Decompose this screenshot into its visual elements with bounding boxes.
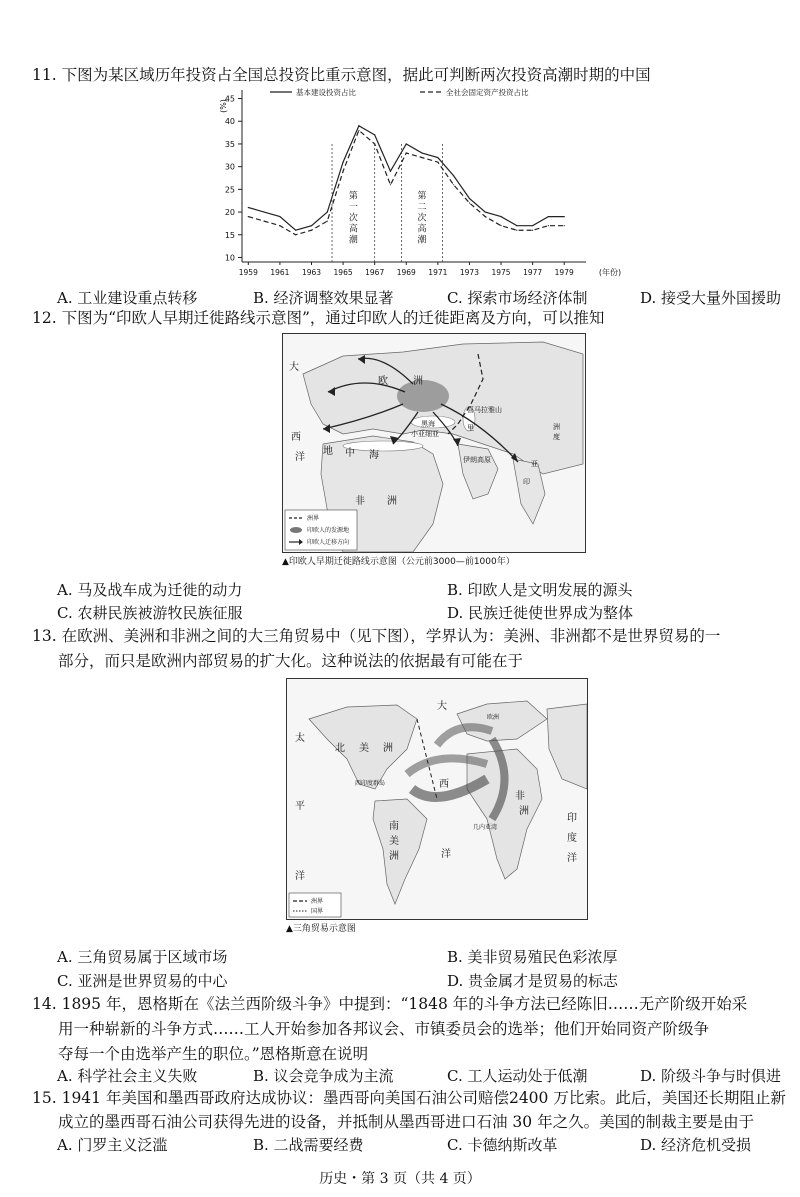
q14-line3: 夺每一个由选举产生的职位。”恩格斯意在说明 xyxy=(58,1045,369,1063)
x-tick-label: 1959 xyxy=(238,268,258,277)
data-point xyxy=(421,157,422,158)
q13-label-indian-1: 印 xyxy=(567,813,577,824)
data-point xyxy=(248,207,249,208)
q13-label-atlantic-2: 西 xyxy=(439,779,449,790)
q12-label-atlantic-1: 大 xyxy=(289,362,299,373)
q13-label-europe: 欧洲 xyxy=(487,714,500,721)
q11-option-b[interactable]: B. 经济调整效果显著 xyxy=(253,289,394,307)
page-footer: 历史・第 3 页（共 4 页） xyxy=(319,1171,481,1187)
data-point xyxy=(390,184,391,185)
q13-label-africa-1: 非 xyxy=(515,791,525,802)
q15-line2: 成立的墨西哥石油公司获得先进的设备，并抵制从墨西哥进口石油 30 年之久。美国的制裁主要是由于 xyxy=(58,1113,755,1131)
data-point xyxy=(548,225,549,226)
y-tick-label: 45 xyxy=(224,94,235,104)
q12-label-asia-1: 度 xyxy=(553,433,560,441)
data-point xyxy=(485,216,486,217)
q12-map-caption: ▲印欧人早期迁徙路线示意图（公元前3000—前1000年） xyxy=(282,557,515,567)
q13-legend-continent: 洲界 xyxy=(311,898,324,905)
annotation-first-peak: 一 xyxy=(348,202,358,213)
data-point xyxy=(295,234,296,235)
q12-label-europe-1: 欧 xyxy=(378,376,388,387)
series-capital-construction xyxy=(248,126,564,230)
q12-label-atlantic-2: 西 xyxy=(291,432,301,443)
q14-line1: 14. 1895 年，恩格斯在《法兰西阶级斗争》中提到：“1848 年的斗争方法已经陈旧……无产阶级开始采 xyxy=(32,995,748,1013)
q13-option-d[interactable]: D. 贵金属才是贸易的标志 xyxy=(447,972,619,990)
q14-option-b[interactable]: B. 议会竞争成为主流 xyxy=(253,1067,394,1085)
y-tick-label: 40 xyxy=(224,117,235,127)
q12-label-med-1: 地 xyxy=(323,446,333,457)
x-tick-label: 1979 xyxy=(554,268,574,277)
data-point xyxy=(548,216,549,217)
data-point xyxy=(469,202,470,203)
annotation-second-peak: 次 xyxy=(417,213,427,224)
data-point xyxy=(564,216,565,217)
q12-label-iran: 伊朗高原 xyxy=(463,456,491,464)
q13-option-a[interactable]: A. 三角贸易属于区域市场 xyxy=(57,948,228,966)
y-tick-label: 10 xyxy=(224,253,235,263)
q11-option-c[interactable]: C. 探索市场经济体制 xyxy=(447,289,588,307)
q12-label-med-2: 中 xyxy=(345,448,355,459)
q12-label-caspian-1: 喜马拉雅山 xyxy=(467,406,502,414)
x-tick-label: 1965 xyxy=(333,268,353,277)
data-point xyxy=(295,230,296,231)
x-tick-label: 1967 xyxy=(365,268,385,277)
q12-option-a[interactable]: A. 马及战车成为迁徙的动力 xyxy=(57,581,243,599)
data-point xyxy=(453,184,454,185)
q14-line2: 用一种崭新的斗争方式……工人开始参加各邦议会、市镇委员会的选举；他们开始同资产阶级争 xyxy=(58,1020,710,1038)
q13-stem-line2: 部分，而只是欧洲内部贸易的扩大化。这种说法的依据最有可能在于 xyxy=(58,652,524,670)
data-point xyxy=(421,152,422,153)
annotation-first-peak: 高 xyxy=(348,224,358,235)
data-point xyxy=(453,175,454,176)
q12-label-africa-2: 洲 xyxy=(387,496,397,507)
q13-label-pacific-1: 太 xyxy=(295,733,305,744)
data-point xyxy=(485,211,486,212)
data-point xyxy=(374,143,375,144)
q14-option-d[interactable]: D. 阶级斗争与时俱进 xyxy=(640,1067,782,1085)
q13-label-pacific-2: 平 xyxy=(295,801,305,812)
q15-option-d[interactable]: D. 经济危机受损 xyxy=(640,1136,752,1154)
data-point xyxy=(327,221,328,222)
q13-label-atlantic-1: 大 xyxy=(437,701,447,712)
q11-stem: 11. 下图为某区域历年投资占全国总投资比重示意图，据此可判断两次投资高潮时期的中国 xyxy=(32,66,651,84)
data-point xyxy=(358,130,359,131)
annotation-first-peak: 第 xyxy=(348,191,358,202)
q15-option-b[interactable]: B. 二战需要经费 xyxy=(253,1136,364,1154)
data-point xyxy=(374,134,375,135)
data-point xyxy=(311,230,312,231)
y-tick-label: 30 xyxy=(224,162,235,172)
data-point xyxy=(390,171,391,172)
q12-label-africa-1: 非 xyxy=(355,496,365,507)
data-point xyxy=(516,230,517,231)
q13-triangle-trade-map xyxy=(286,678,588,920)
data-point xyxy=(564,225,565,226)
data-point xyxy=(264,221,265,222)
q13-label-indian-2: 度 xyxy=(567,833,577,844)
q12-legend-origin: 印欧人的发源地 xyxy=(307,527,350,534)
q13-label-sa-1: 南 xyxy=(389,821,399,832)
q11-option-d[interactable]: D. 接受大量外国援助 xyxy=(640,289,782,307)
q12-option-d[interactable]: D. 民族迁徙使世界成为整体 xyxy=(447,604,634,622)
x-tick-label: 1969 xyxy=(396,268,416,277)
q13-label-indian-3: 洋 xyxy=(567,853,577,864)
x-tick-label: 1973 xyxy=(459,268,479,277)
data-point xyxy=(437,157,438,158)
data-point xyxy=(406,152,407,153)
q12-label-india: 印 xyxy=(523,478,530,486)
q13-stem-line1: 13. 在欧洲、美洲和非洲之间的大三角贸易中（见下图），学界认为：美洲、非洲都不是世界贸易的一 xyxy=(32,627,721,645)
x-tick-label: 1971 xyxy=(428,268,448,277)
data-point xyxy=(342,162,343,163)
annotation-second-peak: 二 xyxy=(417,202,427,213)
q13-option-c[interactable]: C. 亚洲是世界贸易的中心 xyxy=(57,972,228,990)
data-point xyxy=(500,225,501,226)
q13-option-b[interactable]: B. 美非贸易殖民色彩浓厚 xyxy=(447,948,618,966)
q13-label-na-1: 北 xyxy=(335,743,345,754)
q12-label-med-3: 海 xyxy=(369,450,379,461)
y-axis-label: (%) xyxy=(219,99,228,113)
data-point xyxy=(264,211,265,212)
data-point xyxy=(279,216,280,217)
y-tick-label: 20 xyxy=(224,208,235,218)
annotation-second-peak: 第 xyxy=(417,191,427,202)
q13-label-na-3: 洲 xyxy=(383,743,393,754)
q15-option-c[interactable]: C. 卡德纳斯改革 xyxy=(447,1136,558,1154)
q12-label-black-sea: 黑海 xyxy=(421,420,435,428)
q12-label-europe-2: 洲 xyxy=(413,376,423,387)
data-point xyxy=(358,125,359,126)
data-point xyxy=(311,225,312,226)
q13-legend-country: 国界 xyxy=(311,908,324,915)
annotation-second-peak: 高 xyxy=(417,224,427,235)
x-tick-label: 1963 xyxy=(301,268,322,277)
data-point xyxy=(516,225,517,226)
q13-label-pacific-3: 洋 xyxy=(295,871,305,882)
q12-option-c[interactable]: C. 农耕民族被游牧民族征服 xyxy=(57,604,243,622)
y-tick-label: 25 xyxy=(224,185,235,195)
annotation-first-peak: 次 xyxy=(348,213,358,224)
y-tick-label: 15 xyxy=(224,230,235,240)
q12-option-b[interactable]: B. 印欧人是文明发展的源头 xyxy=(447,581,633,599)
series-fixed-asset xyxy=(248,130,564,234)
data-point xyxy=(500,216,501,217)
data-point xyxy=(248,216,249,217)
q11-option-a[interactable]: A. 工业建设重点转移 xyxy=(57,289,198,307)
x-tick-label: 1977 xyxy=(523,268,543,277)
data-point xyxy=(532,230,533,231)
q12-label-caspian-2: 里 xyxy=(467,424,474,432)
data-point xyxy=(469,198,470,199)
q15-line1: 15. 1941 年美国和墨西哥政府达成协议：墨西哥向美国石油公司赔偿2400 万比索。此后，美国还长期阻止新 xyxy=(32,1089,786,1107)
y-tick-label: 35 xyxy=(224,139,235,149)
data-point xyxy=(532,225,533,226)
q13-label-africa-2: 洲 xyxy=(519,806,529,817)
q13-label-na-2: 美 xyxy=(359,743,369,754)
q12-legend-boundary: 洲界 xyxy=(307,515,320,522)
data-point xyxy=(279,225,280,226)
x-tick-label: 1961 xyxy=(270,268,290,277)
q11-investment-chart xyxy=(210,86,680,286)
data-point xyxy=(406,143,407,144)
q12-stem: 12. 下图为“印欧人早期迁徙路线示意图”，通过印欧人的迁徙距离及方向，可以推知 xyxy=(32,309,605,327)
annotation-second-peak: 潮 xyxy=(417,235,427,246)
x-axis-label: (年份) xyxy=(598,268,622,277)
q12-migration-map xyxy=(282,333,586,553)
data-point xyxy=(437,162,438,163)
q12-label-asia-2: 洲 xyxy=(553,423,560,431)
data-point xyxy=(327,211,328,212)
q12-label-himalaya: 亚 xyxy=(531,460,538,468)
q13-label-atlantic-3: 洋 xyxy=(441,849,451,860)
q12-legend-direction: 印欧人迁移方向 xyxy=(307,539,350,546)
q13-label-sa-3: 洲 xyxy=(389,851,399,862)
q12-label-atlantic-3: 洋 xyxy=(295,452,305,463)
q13-map-caption: ▲三角贸易示意图 xyxy=(286,924,356,934)
q14-option-c[interactable]: C. 工人运动处于低潮 xyxy=(447,1067,588,1085)
q13-label-west-indies: 西印度群岛 xyxy=(355,780,386,787)
q13-label-sa-2: 美 xyxy=(389,836,399,847)
q14-option-a[interactable]: A. 科学社会主义失败 xyxy=(57,1067,198,1085)
q13-label-guinea: 几内亚湾 xyxy=(473,824,498,831)
legend-label-fixed-asset: 全社会固定资产投资占比 xyxy=(446,88,529,97)
q15-option-a[interactable]: A. 门罗主义泛滥 xyxy=(57,1136,168,1154)
x-tick-label: 1975 xyxy=(491,268,511,277)
legend-label-capital-construction: 基本建设投资占比 xyxy=(296,88,356,97)
q12-label-asia-minor: 小亚细亚 xyxy=(411,430,439,438)
data-point xyxy=(342,171,343,172)
annotation-first-peak: 潮 xyxy=(348,235,358,246)
